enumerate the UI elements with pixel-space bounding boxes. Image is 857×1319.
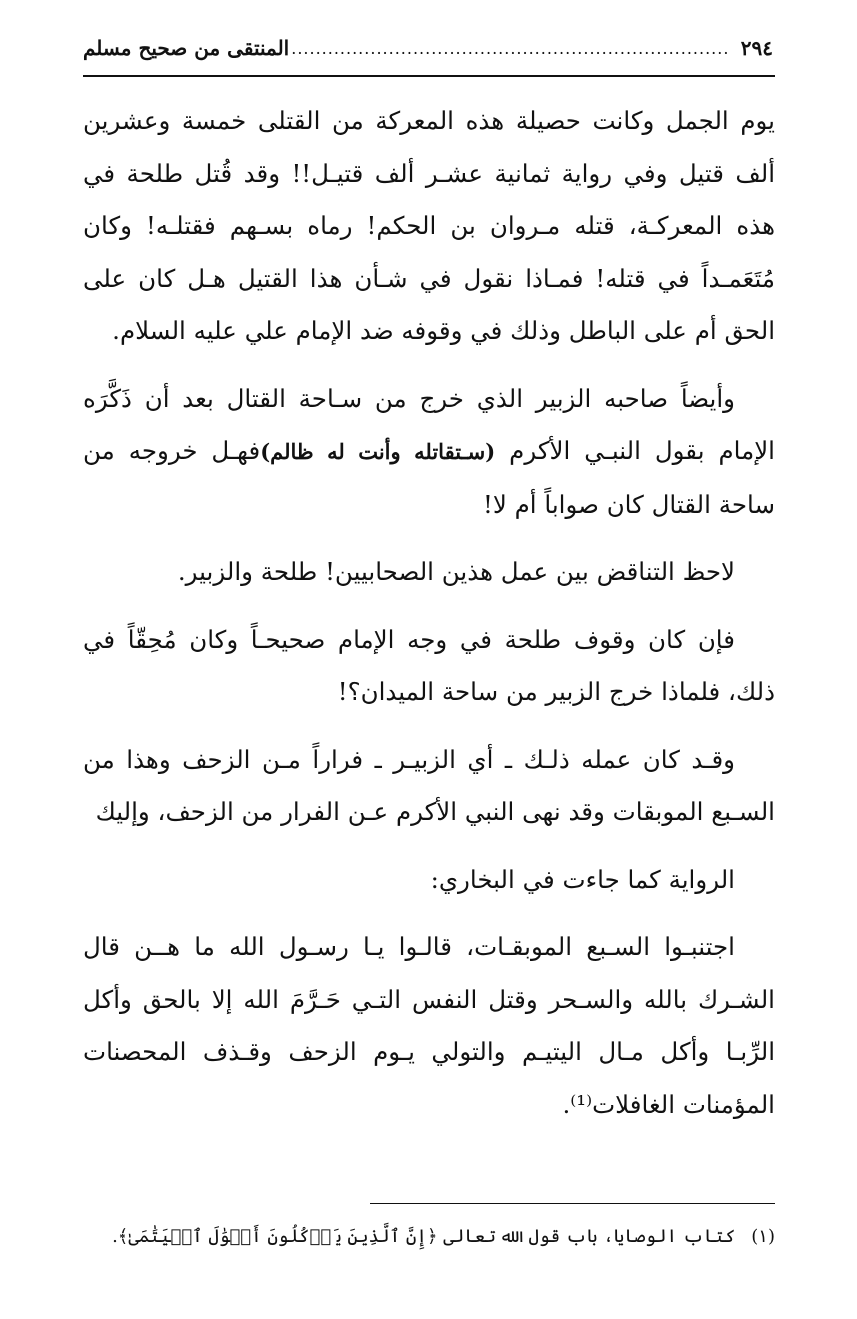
paragraph-6: الرواية كما جاءت في البخاري: <box>430 864 735 894</box>
paragraph-2-before: وأيضاً صاحبه الزبير الذي خرج من سـاحة القتال بعد أن ذَكَّرَه الإمام بقول النبـي الأكرم <box>83 383 775 465</box>
paragraph-2-after: فهـل خروجه من ساحة القتال كان صواباً أم لا! <box>83 436 775 519</box>
main-text <box>83 95 775 1146</box>
paragraph-3: لاحظ التناقض بين عمل هذين الصحابيين! طلحة والزبير. <box>177 557 735 586</box>
header-dots: ........................................................................ <box>291 38 730 58</box>
page-number: ٢٩٤ <box>740 36 773 60</box>
footnote-divider <box>370 1203 775 1204</box>
header-divider <box>83 75 775 77</box>
paragraph-4: فإن كان وقوف طلحة في وجه الإمام صحيحـاً وكان مُحِقّاً في ذلك، فلماذا خرج الزبير من ساحة الميدان؟! <box>83 624 775 706</box>
paragraph-1: يوم الجمل وكانت حصيلة هذه المعركة من القتلى خمسة وعشرين ألف قتيل وفي رواية ثمانية عشـر ألف قتيـل!! وقد قُتل طلحة في هذه المعركـة، قتله مـروان بن الحكم! رماه بسـهم فقتلـه! وكان مُتَعَمـداً في قتله! فمـاذا نقول في شـأن هذا القتيل هـل كان على الحق أم على الباطل وذلك في وقوفه ضد الإمام علي عليه السلام. <box>83 106 775 345</box>
footnote-number: (١) <box>751 1226 775 1247</box>
paragraph-5: وقـد كان عمله ذلـك ـ أي الزبيـر ـ فراراً مـن الزحف وهذا من السـبع الموبقات وقد نهى النبي الأكرم عـن الفرار من الزحف، وإليك <box>83 744 775 826</box>
paragraph-2 <box>83 373 775 532</box>
hadith-quote: اجتنبـوا السـبع الموبقـات، قالـوا يـا رسـول الله ما هــن قال الشـرك بالله والسـحر وقتل النفس التـي حَـرَّمَ الله إلا بالحق وأكل الرِّبـا وأكل مـال اليتيـم والتولي يـوم الزحف وقـذف المحصنات المؤمنات الغافلات⁽¹⁾. <box>83 932 775 1119</box>
prophet-quote: (سـتقاتله وأنت له ظالم) <box>260 439 496 464</box>
footnote <box>83 1222 775 1252</box>
running-title: المنتقى من صحيح مسلم <box>83 36 290 60</box>
page-header <box>83 28 773 68</box>
footnote-text: كتاب الوصايا، باب قول الله تعالى ﴿إِنَّ ٱلَّذِينَ يَأۡكُلُونَ أَمۡوَٰلَ ٱلۡيَتَٰمَىٰ﴾. <box>112 1226 736 1247</box>
